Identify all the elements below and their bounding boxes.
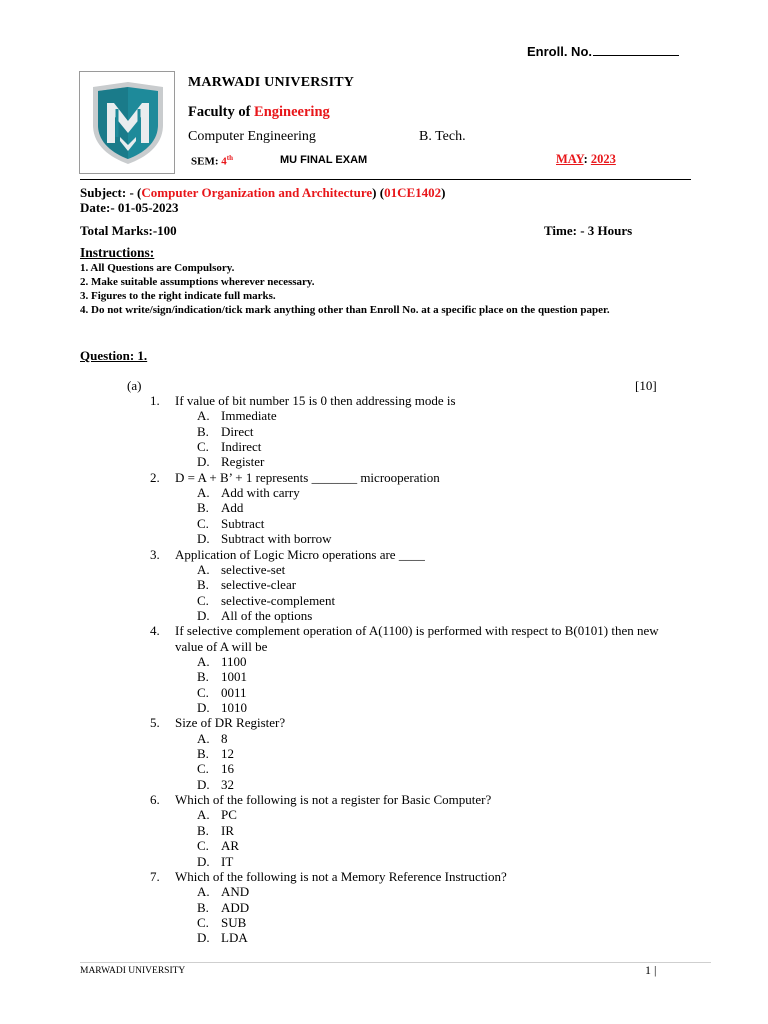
- enroll-blank-line: [593, 44, 679, 56]
- option-text: 0011: [221, 684, 247, 700]
- option-text: AR: [221, 838, 240, 854]
- university-logo: [79, 71, 175, 174]
- sem-suffix: th: [226, 154, 233, 162]
- question-number: 3.: [150, 546, 160, 562]
- option-letter: D.: [197, 930, 210, 946]
- question-text: Application of Logic Micro operations are ____: [175, 546, 425, 562]
- semester: [191, 154, 233, 168]
- option-letter: B.: [197, 577, 209, 593]
- instruction-item: 3. Figures to the right indicate full marks.: [80, 290, 276, 302]
- question-number: 6.: [150, 792, 160, 808]
- option-letter: A.: [197, 561, 210, 577]
- option-text: Subtract: [221, 515, 265, 531]
- page-number: 1 |: [645, 963, 657, 977]
- subject-label: Subject: -: [80, 185, 138, 200]
- question-number: 5.: [150, 715, 160, 731]
- option-text: Add: [221, 500, 244, 516]
- question-number: 7.: [150, 868, 160, 884]
- degree: B. Tech.: [419, 129, 466, 144]
- question-text: value of A will be: [175, 638, 268, 654]
- option-text: Subtract with borrow: [221, 531, 332, 547]
- code-close: ): [441, 185, 446, 200]
- header-divider: [80, 179, 691, 180]
- sem-value: 4: [221, 155, 227, 168]
- question-text: D = A + B’ + 1 represents _______ microoperation: [175, 469, 440, 485]
- faculty-name: Engineering: [254, 104, 330, 120]
- option-text: selective-clear: [221, 577, 297, 593]
- option-letter: C.: [197, 684, 209, 700]
- option-text: Indirect: [221, 439, 262, 455]
- option-letter: B.: [197, 746, 209, 762]
- option-text: Immediate: [221, 408, 277, 424]
- option-text: All of the options: [221, 607, 313, 623]
- subject-close: ): [372, 185, 377, 200]
- question-number: 2.: [150, 469, 160, 485]
- instruction-item: 1. All Questions are Compulsory.: [80, 262, 235, 274]
- option-text: AND: [221, 884, 250, 900]
- sem-label: SEM:: [191, 155, 222, 168]
- option-letter: D.: [197, 853, 210, 869]
- option-letter: C.: [197, 515, 209, 531]
- option-text: selective-complement: [221, 592, 336, 608]
- option-text: IT: [221, 853, 234, 869]
- option-text: IR: [221, 822, 234, 838]
- option-letter: D.: [197, 454, 210, 470]
- exam-date: Date:- 01-05-2023: [80, 200, 179, 215]
- option-text: selective-set: [221, 561, 286, 577]
- footer-university: MARWADI UNIVERSITY: [80, 966, 186, 976]
- enroll-number-field: [527, 44, 679, 59]
- faculty-prefix: Faculty of: [188, 104, 255, 120]
- exam-month-year: [556, 152, 616, 167]
- exam-year: 2023: [590, 152, 616, 166]
- option-letter: B.: [197, 500, 209, 516]
- option-text: 16: [221, 761, 234, 777]
- question-title: Question: 1.: [80, 348, 148, 363]
- question-text: Size of DR Register?: [175, 715, 286, 731]
- enroll-label: Enroll. No.: [527, 44, 592, 59]
- instructions-title: Instructions:: [80, 245, 155, 260]
- month-separator: :: [583, 152, 591, 166]
- option-letter: B.: [197, 423, 209, 439]
- question-part: (a): [127, 378, 142, 393]
- option-letter: C.: [197, 914, 209, 930]
- option-letter: A.: [197, 884, 210, 900]
- exam-time: Time: - 3 Hours: [544, 223, 633, 238]
- option-letter: D.: [197, 700, 210, 715]
- option-letter: D.: [197, 531, 210, 547]
- option-text: PC: [221, 807, 237, 823]
- option-text: Add with carry: [221, 485, 300, 501]
- option-letter: A.: [197, 408, 210, 424]
- option-letter: C.: [197, 838, 209, 854]
- option-letter: C.: [197, 439, 209, 455]
- option-letter: C.: [197, 761, 209, 777]
- question-text: If selective complement operation of A(1100) is performed with respect to B(0101) then new: [175, 623, 659, 639]
- option-letter: B.: [197, 669, 209, 685]
- footer-divider: [80, 962, 711, 963]
- option-letter: A.: [197, 653, 210, 669]
- subject-line: [80, 185, 445, 201]
- code-open: (: [376, 185, 385, 200]
- subject-open: (: [137, 185, 142, 200]
- option-letter: A.: [197, 485, 210, 501]
- shield-logo-icon: [91, 81, 165, 165]
- option-text: 1010: [221, 700, 247, 715]
- option-text: 12: [221, 746, 234, 762]
- subject-name: Computer Organization and Architecture: [141, 185, 373, 200]
- department: Computer Engineering: [188, 129, 316, 144]
- option-text: 8: [221, 730, 228, 746]
- option-text: ADD: [221, 899, 250, 915]
- subject-code: 01CE1402: [384, 185, 442, 200]
- question-text: Which of the following is not a register for Basic Computer?: [175, 792, 492, 808]
- option-letter: A.: [197, 807, 210, 823]
- option-letter: D.: [197, 776, 210, 792]
- option-text: 1100: [221, 653, 247, 669]
- option-letter: C.: [197, 592, 209, 608]
- option-text: Direct: [221, 423, 254, 439]
- question-marks: [10]: [635, 378, 657, 393]
- total-marks: Total Marks:-100: [80, 223, 177, 238]
- option-text: SUB: [221, 914, 247, 930]
- option-text: Register: [221, 454, 265, 470]
- exam-month: MAY: [556, 152, 584, 166]
- option-letter: B.: [197, 899, 209, 915]
- question-number: 4.: [150, 623, 160, 639]
- university-name: MARWADI UNIVERSITY: [188, 75, 355, 90]
- option-text: 32: [221, 776, 234, 792]
- question-number: 1.: [150, 393, 160, 408]
- instruction-item: 4. Do not write/sign/indication/tick mark anything other than Enroll No. at a specific place on the question paper.: [80, 304, 610, 316]
- exam-name: MU FINAL EXAM: [280, 154, 368, 166]
- option-letter: D.: [197, 607, 210, 623]
- question-text: Which of the following is not a Memory Reference Instruction?: [175, 868, 507, 884]
- question-text: If value of bit number 15 is 0 then addressing mode is: [175, 393, 456, 408]
- option-letter: B.: [197, 822, 209, 838]
- faculty-line: [188, 104, 330, 121]
- option-letter: A.: [197, 730, 210, 746]
- option-text: LDA: [221, 930, 248, 946]
- instruction-item: 2. Make suitable assumptions wherever necessary.: [80, 276, 315, 288]
- option-text: 1001: [221, 669, 247, 685]
